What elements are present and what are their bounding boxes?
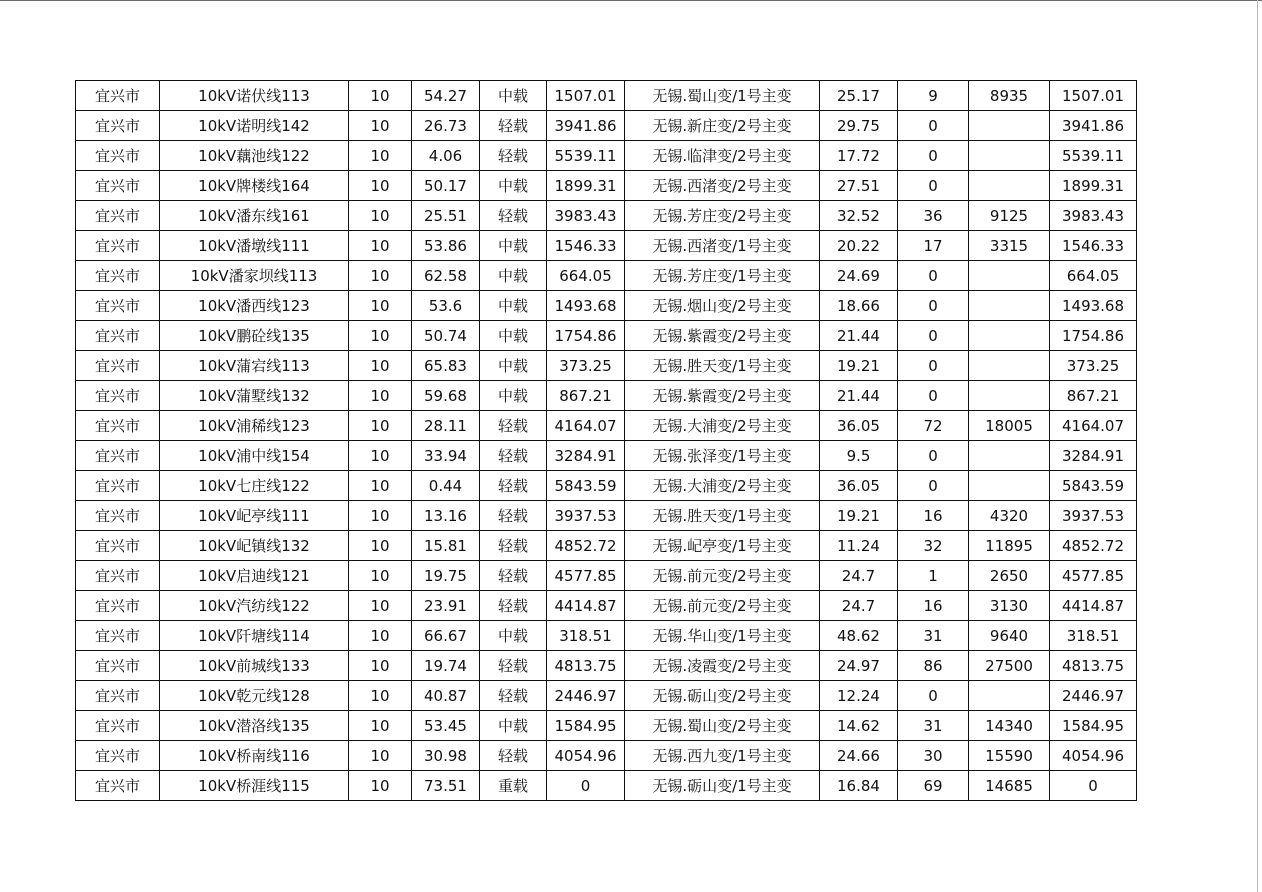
remaining-capacity-cell: 4813.75 [1050, 651, 1137, 681]
load-rate-cell: 65.83 [412, 351, 480, 381]
transformer-cell: 无锡.芳庄变/2号主变 [625, 201, 820, 231]
load-level-cell: 轻载 [480, 591, 547, 621]
voltage-cell: 10 [349, 411, 412, 441]
table-row [76, 471, 1137, 501]
remaining-capacity-cell: 0 [1050, 771, 1137, 801]
load-rate-cell: 19.75 [412, 561, 480, 591]
user-capacity-cell: 2650 [969, 561, 1050, 591]
remaining-capacity-cell: 3937.53 [1050, 501, 1137, 531]
voltage-cell: 10 [349, 171, 412, 201]
load-rate-cell: 53.45 [412, 711, 480, 741]
feeder-name-cell: 10kV潘东线161 [160, 201, 349, 231]
city-cell: 宜兴市 [76, 201, 160, 231]
feeder-name-cell: 10kV诺伏线113 [160, 81, 349, 111]
load-rate-cell: 13.16 [412, 501, 480, 531]
page-top-border [0, 0, 1262, 1]
transformer-cell: 无锡.紫霞变/2号主变 [625, 381, 820, 411]
transformer-cell: 无锡.张泽变/1号主变 [625, 441, 820, 471]
voltage-cell: 10 [349, 261, 412, 291]
load-rate-cell: 53.86 [412, 231, 480, 261]
transformer-load-rate-cell: 24.69 [820, 261, 898, 291]
city-cell: 宜兴市 [76, 771, 160, 801]
city-cell: 宜兴市 [76, 531, 160, 561]
voltage-cell: 10 [349, 201, 412, 231]
user-capacity-cell: 15590 [969, 741, 1050, 771]
transformer-cell: 无锡.屺亭变/1号主变 [625, 531, 820, 561]
voltage-cell: 10 [349, 651, 412, 681]
user-count-cell: 0 [898, 351, 969, 381]
user-count-cell: 0 [898, 171, 969, 201]
feeder-name-cell: 10kV潘家坝线113 [160, 261, 349, 291]
table-row [76, 201, 1137, 231]
table-row [76, 531, 1137, 561]
remaining-capacity-cell: 4414.87 [1050, 591, 1137, 621]
load-level-cell: 中载 [480, 351, 547, 381]
city-cell: 宜兴市 [76, 111, 160, 141]
voltage-cell: 10 [349, 321, 412, 351]
load-level-cell: 轻载 [480, 651, 547, 681]
load-rate-cell: 50.17 [412, 171, 480, 201]
remaining-capacity-cell: 373.25 [1050, 351, 1137, 381]
load-level-cell: 轻载 [480, 441, 547, 471]
remaining-capacity-cell: 4054.96 [1050, 741, 1137, 771]
feeder-name-cell: 10kV前城线133 [160, 651, 349, 681]
voltage-cell: 10 [349, 561, 412, 591]
user-count-cell: 0 [898, 441, 969, 471]
user-count-cell: 16 [898, 501, 969, 531]
table-row [76, 741, 1137, 771]
voltage-cell: 10 [349, 471, 412, 501]
available-capacity-cell: 0 [547, 771, 625, 801]
transformer-load-rate-cell: 24.66 [820, 741, 898, 771]
remaining-capacity-cell: 1584.95 [1050, 711, 1137, 741]
feeder-load-table [75, 80, 1137, 801]
feeder-name-cell: 10kV潘西线123 [160, 291, 349, 321]
feeder-name-cell: 10kV屺镇线132 [160, 531, 349, 561]
user-capacity-cell: 18005 [969, 411, 1050, 441]
table-row [76, 351, 1137, 381]
table-row [76, 561, 1137, 591]
user-count-cell: 0 [898, 111, 969, 141]
user-capacity-cell: 3130 [969, 591, 1050, 621]
city-cell: 宜兴市 [76, 291, 160, 321]
load-level-cell: 中载 [480, 291, 547, 321]
table-row [76, 141, 1137, 171]
table-row [76, 171, 1137, 201]
available-capacity-cell: 1507.01 [547, 81, 625, 111]
load-rate-cell: 33.94 [412, 441, 480, 471]
user-count-cell: 86 [898, 651, 969, 681]
remaining-capacity-cell: 5843.59 [1050, 471, 1137, 501]
transformer-load-rate-cell: 19.21 [820, 501, 898, 531]
table-row [76, 381, 1137, 411]
voltage-cell: 10 [349, 531, 412, 561]
load-rate-cell: 62.58 [412, 261, 480, 291]
available-capacity-cell: 1754.86 [547, 321, 625, 351]
transformer-cell: 无锡.胜天变/1号主变 [625, 501, 820, 531]
available-capacity-cell: 867.21 [547, 381, 625, 411]
city-cell: 宜兴市 [76, 261, 160, 291]
load-rate-cell: 50.74 [412, 321, 480, 351]
user-count-cell: 72 [898, 411, 969, 441]
voltage-cell: 10 [349, 711, 412, 741]
feeder-name-cell: 10kV屺亭线111 [160, 501, 349, 531]
page-right-border [1257, 0, 1258, 892]
load-level-cell: 轻载 [480, 561, 547, 591]
city-cell: 宜兴市 [76, 231, 160, 261]
user-capacity-cell [969, 441, 1050, 471]
remaining-capacity-cell: 1493.68 [1050, 291, 1137, 321]
transformer-cell: 无锡.前元变/2号主变 [625, 591, 820, 621]
table-row [76, 501, 1137, 531]
city-cell: 宜兴市 [76, 501, 160, 531]
transformer-load-rate-cell: 29.75 [820, 111, 898, 141]
load-level-cell: 轻载 [480, 531, 547, 561]
user-count-cell: 17 [898, 231, 969, 261]
available-capacity-cell: 1546.33 [547, 231, 625, 261]
transformer-load-rate-cell: 48.62 [820, 621, 898, 651]
load-level-cell: 轻载 [480, 201, 547, 231]
available-capacity-cell: 5539.11 [547, 141, 625, 171]
transformer-cell: 无锡.蜀山变/1号主变 [625, 81, 820, 111]
table-row [76, 321, 1137, 351]
remaining-capacity-cell: 2446.97 [1050, 681, 1137, 711]
user-capacity-cell [969, 381, 1050, 411]
transformer-cell: 无锡.砺山变/2号主变 [625, 681, 820, 711]
available-capacity-cell: 4852.72 [547, 531, 625, 561]
available-capacity-cell: 373.25 [547, 351, 625, 381]
user-capacity-cell [969, 321, 1050, 351]
city-cell: 宜兴市 [76, 471, 160, 501]
load-level-cell: 轻载 [480, 741, 547, 771]
user-count-cell: 31 [898, 711, 969, 741]
user-capacity-cell [969, 171, 1050, 201]
load-level-cell: 中载 [480, 711, 547, 741]
load-rate-cell: 23.91 [412, 591, 480, 621]
transformer-cell: 无锡.烟山变/2号主变 [625, 291, 820, 321]
table-row [76, 591, 1137, 621]
city-cell: 宜兴市 [76, 621, 160, 651]
transformer-load-rate-cell: 18.66 [820, 291, 898, 321]
table-row [76, 681, 1137, 711]
load-level-cell: 中载 [480, 171, 547, 201]
available-capacity-cell: 5843.59 [547, 471, 625, 501]
transformer-load-rate-cell: 25.17 [820, 81, 898, 111]
user-count-cell: 16 [898, 591, 969, 621]
load-rate-cell: 0.44 [412, 471, 480, 501]
load-rate-cell: 19.74 [412, 651, 480, 681]
remaining-capacity-cell: 4852.72 [1050, 531, 1137, 561]
table-row [76, 411, 1137, 441]
user-count-cell: 0 [898, 321, 969, 351]
feeder-name-cell: 10kV潜洛线135 [160, 711, 349, 741]
transformer-load-rate-cell: 12.24 [820, 681, 898, 711]
feeder-name-cell: 10kV乾元线128 [160, 681, 349, 711]
available-capacity-cell: 4414.87 [547, 591, 625, 621]
transformer-cell: 无锡.大浦变/2号主变 [625, 411, 820, 441]
transformer-load-rate-cell: 36.05 [820, 471, 898, 501]
table-row [76, 261, 1137, 291]
user-capacity-cell [969, 111, 1050, 141]
load-level-cell: 中载 [480, 621, 547, 651]
user-count-cell: 9 [898, 81, 969, 111]
transformer-load-rate-cell: 17.72 [820, 141, 898, 171]
load-level-cell: 重载 [480, 771, 547, 801]
table-row [76, 711, 1137, 741]
load-rate-cell: 66.67 [412, 621, 480, 651]
table-row [76, 291, 1137, 321]
available-capacity-cell: 1584.95 [547, 711, 625, 741]
user-count-cell: 0 [898, 261, 969, 291]
transformer-cell: 无锡.大浦变/2号主变 [625, 471, 820, 501]
load-level-cell: 中载 [480, 231, 547, 261]
feeder-name-cell: 10kV鹏砼线135 [160, 321, 349, 351]
load-rate-cell: 59.68 [412, 381, 480, 411]
remaining-capacity-cell: 1754.86 [1050, 321, 1137, 351]
city-cell: 宜兴市 [76, 711, 160, 741]
city-cell: 宜兴市 [76, 171, 160, 201]
transformer-load-rate-cell: 14.62 [820, 711, 898, 741]
remaining-capacity-cell: 1546.33 [1050, 231, 1137, 261]
available-capacity-cell: 3983.43 [547, 201, 625, 231]
feeder-name-cell: 10kV桥南线116 [160, 741, 349, 771]
feeder-name-cell: 10kV阡塘线114 [160, 621, 349, 651]
city-cell: 宜兴市 [76, 561, 160, 591]
transformer-load-rate-cell: 24.7 [820, 561, 898, 591]
available-capacity-cell: 1493.68 [547, 291, 625, 321]
load-rate-cell: 30.98 [412, 741, 480, 771]
transformer-load-rate-cell: 16.84 [820, 771, 898, 801]
transformer-cell: 无锡.临津变/2号主变 [625, 141, 820, 171]
voltage-cell: 10 [349, 231, 412, 261]
user-capacity-cell [969, 291, 1050, 321]
available-capacity-cell: 1899.31 [547, 171, 625, 201]
table-row [76, 771, 1137, 801]
remaining-capacity-cell: 3284.91 [1050, 441, 1137, 471]
load-rate-cell: 15.81 [412, 531, 480, 561]
user-capacity-cell [969, 141, 1050, 171]
transformer-cell: 无锡.砺山变/1号主变 [625, 771, 820, 801]
user-capacity-cell [969, 261, 1050, 291]
remaining-capacity-cell: 3941.86 [1050, 111, 1137, 141]
voltage-cell: 10 [349, 381, 412, 411]
feeder-name-cell: 10kV启迪线121 [160, 561, 349, 591]
user-capacity-cell: 9640 [969, 621, 1050, 651]
user-capacity-cell [969, 471, 1050, 501]
load-rate-cell: 73.51 [412, 771, 480, 801]
load-rate-cell: 53.6 [412, 291, 480, 321]
feeder-name-cell: 10kV潘墩线111 [160, 231, 349, 261]
voltage-cell: 10 [349, 351, 412, 381]
voltage-cell: 10 [349, 441, 412, 471]
city-cell: 宜兴市 [76, 441, 160, 471]
load-level-cell: 中载 [480, 381, 547, 411]
voltage-cell: 10 [349, 291, 412, 321]
load-level-cell: 中载 [480, 321, 547, 351]
voltage-cell: 10 [349, 141, 412, 171]
transformer-load-rate-cell: 36.05 [820, 411, 898, 441]
user-count-cell: 69 [898, 771, 969, 801]
transformer-cell: 无锡.蜀山变/2号主变 [625, 711, 820, 741]
feeder-name-cell: 10kV蒲宕线113 [160, 351, 349, 381]
table-row [76, 231, 1137, 261]
remaining-capacity-cell: 4577.85 [1050, 561, 1137, 591]
feeder-name-cell: 10kV牌楼线164 [160, 171, 349, 201]
remaining-capacity-cell: 1507.01 [1050, 81, 1137, 111]
transformer-cell: 无锡.芳庄变/1号主变 [625, 261, 820, 291]
load-level-cell: 轻载 [480, 681, 547, 711]
transformer-load-rate-cell: 21.44 [820, 321, 898, 351]
available-capacity-cell: 2446.97 [547, 681, 625, 711]
transformer-load-rate-cell: 24.97 [820, 651, 898, 681]
remaining-capacity-cell: 318.51 [1050, 621, 1137, 651]
user-count-cell: 36 [898, 201, 969, 231]
load-rate-cell: 25.51 [412, 201, 480, 231]
city-cell: 宜兴市 [76, 321, 160, 351]
user-capacity-cell: 14340 [969, 711, 1050, 741]
table-body [76, 81, 1137, 801]
transformer-cell: 无锡.前元变/2号主变 [625, 561, 820, 591]
load-level-cell: 轻载 [480, 471, 547, 501]
remaining-capacity-cell: 867.21 [1050, 381, 1137, 411]
remaining-capacity-cell: 5539.11 [1050, 141, 1137, 171]
user-count-cell: 0 [898, 141, 969, 171]
user-capacity-cell [969, 681, 1050, 711]
user-capacity-cell: 9125 [969, 201, 1050, 231]
user-capacity-cell: 11895 [969, 531, 1050, 561]
transformer-cell: 无锡.西渚变/1号主变 [625, 231, 820, 261]
city-cell: 宜兴市 [76, 651, 160, 681]
voltage-cell: 10 [349, 741, 412, 771]
available-capacity-cell: 4813.75 [547, 651, 625, 681]
available-capacity-cell: 4054.96 [547, 741, 625, 771]
transformer-cell: 无锡.西渚变/2号主变 [625, 171, 820, 201]
transformer-cell: 无锡.凌霞变/2号主变 [625, 651, 820, 681]
city-cell: 宜兴市 [76, 681, 160, 711]
user-capacity-cell: 27500 [969, 651, 1050, 681]
voltage-cell: 10 [349, 81, 412, 111]
remaining-capacity-cell: 664.05 [1050, 261, 1137, 291]
voltage-cell: 10 [349, 501, 412, 531]
user-count-cell: 31 [898, 621, 969, 651]
city-cell: 宜兴市 [76, 141, 160, 171]
table-row [76, 81, 1137, 111]
transformer-cell: 无锡.紫霞变/2号主变 [625, 321, 820, 351]
remaining-capacity-cell: 1899.31 [1050, 171, 1137, 201]
city-cell: 宜兴市 [76, 741, 160, 771]
available-capacity-cell: 4164.07 [547, 411, 625, 441]
feeder-name-cell: 10kV浦稀线123 [160, 411, 349, 441]
voltage-cell: 10 [349, 111, 412, 141]
user-count-cell: 32 [898, 531, 969, 561]
transformer-load-rate-cell: 24.7 [820, 591, 898, 621]
available-capacity-cell: 664.05 [547, 261, 625, 291]
user-capacity-cell: 4320 [969, 501, 1050, 531]
voltage-cell: 10 [349, 621, 412, 651]
user-capacity-cell [969, 351, 1050, 381]
load-rate-cell: 40.87 [412, 681, 480, 711]
feeder-name-cell: 10kV藕池线122 [160, 141, 349, 171]
table-row [76, 651, 1137, 681]
feeder-name-cell: 10kV蒲墅线132 [160, 381, 349, 411]
remaining-capacity-cell: 3983.43 [1050, 201, 1137, 231]
user-capacity-cell: 8935 [969, 81, 1050, 111]
user-count-cell: 0 [898, 381, 969, 411]
load-rate-cell: 54.27 [412, 81, 480, 111]
feeder-name-cell: 10kV浦中线154 [160, 441, 349, 471]
feeder-name-cell: 10kV桥涯线115 [160, 771, 349, 801]
available-capacity-cell: 318.51 [547, 621, 625, 651]
user-count-cell: 1 [898, 561, 969, 591]
feeder-name-cell: 10kV诺明线142 [160, 111, 349, 141]
city-cell: 宜兴市 [76, 411, 160, 441]
city-cell: 宜兴市 [76, 381, 160, 411]
transformer-cell: 无锡.胜天变/1号主变 [625, 351, 820, 381]
available-capacity-cell: 3284.91 [547, 441, 625, 471]
city-cell: 宜兴市 [76, 351, 160, 381]
table-row [76, 111, 1137, 141]
user-capacity-cell: 3315 [969, 231, 1050, 261]
load-level-cell: 轻载 [480, 411, 547, 441]
load-rate-cell: 28.11 [412, 411, 480, 441]
transformer-load-rate-cell: 20.22 [820, 231, 898, 261]
feeder-name-cell: 10kV七庄线122 [160, 471, 349, 501]
transformer-cell: 无锡.华山变/1号主变 [625, 621, 820, 651]
voltage-cell: 10 [349, 681, 412, 711]
available-capacity-cell: 3937.53 [547, 501, 625, 531]
remaining-capacity-cell: 4164.07 [1050, 411, 1137, 441]
feeder-name-cell: 10kV汽纺线122 [160, 591, 349, 621]
load-level-cell: 中载 [480, 81, 547, 111]
transformer-load-rate-cell: 11.24 [820, 531, 898, 561]
transformer-load-rate-cell: 19.21 [820, 351, 898, 381]
voltage-cell: 10 [349, 771, 412, 801]
city-cell: 宜兴市 [76, 591, 160, 621]
table-row [76, 621, 1137, 651]
transformer-load-rate-cell: 32.52 [820, 201, 898, 231]
user-count-cell: 0 [898, 471, 969, 501]
transformer-load-rate-cell: 9.5 [820, 441, 898, 471]
table-row [76, 441, 1137, 471]
transformer-load-rate-cell: 21.44 [820, 381, 898, 411]
transformer-load-rate-cell: 27.51 [820, 171, 898, 201]
load-rate-cell: 26.73 [412, 111, 480, 141]
voltage-cell: 10 [349, 591, 412, 621]
transformer-cell: 无锡.新庄变/2号主变 [625, 111, 820, 141]
load-level-cell: 轻载 [480, 501, 547, 531]
user-count-cell: 0 [898, 291, 969, 321]
load-level-cell: 中载 [480, 261, 547, 291]
user-capacity-cell: 14685 [969, 771, 1050, 801]
user-count-cell: 0 [898, 681, 969, 711]
available-capacity-cell: 3941.86 [547, 111, 625, 141]
transformer-cell: 无锡.西九变/1号主变 [625, 741, 820, 771]
city-cell: 宜兴市 [76, 81, 160, 111]
load-level-cell: 轻载 [480, 111, 547, 141]
load-rate-cell: 4.06 [412, 141, 480, 171]
user-count-cell: 30 [898, 741, 969, 771]
load-level-cell: 轻载 [480, 141, 547, 171]
available-capacity-cell: 4577.85 [547, 561, 625, 591]
